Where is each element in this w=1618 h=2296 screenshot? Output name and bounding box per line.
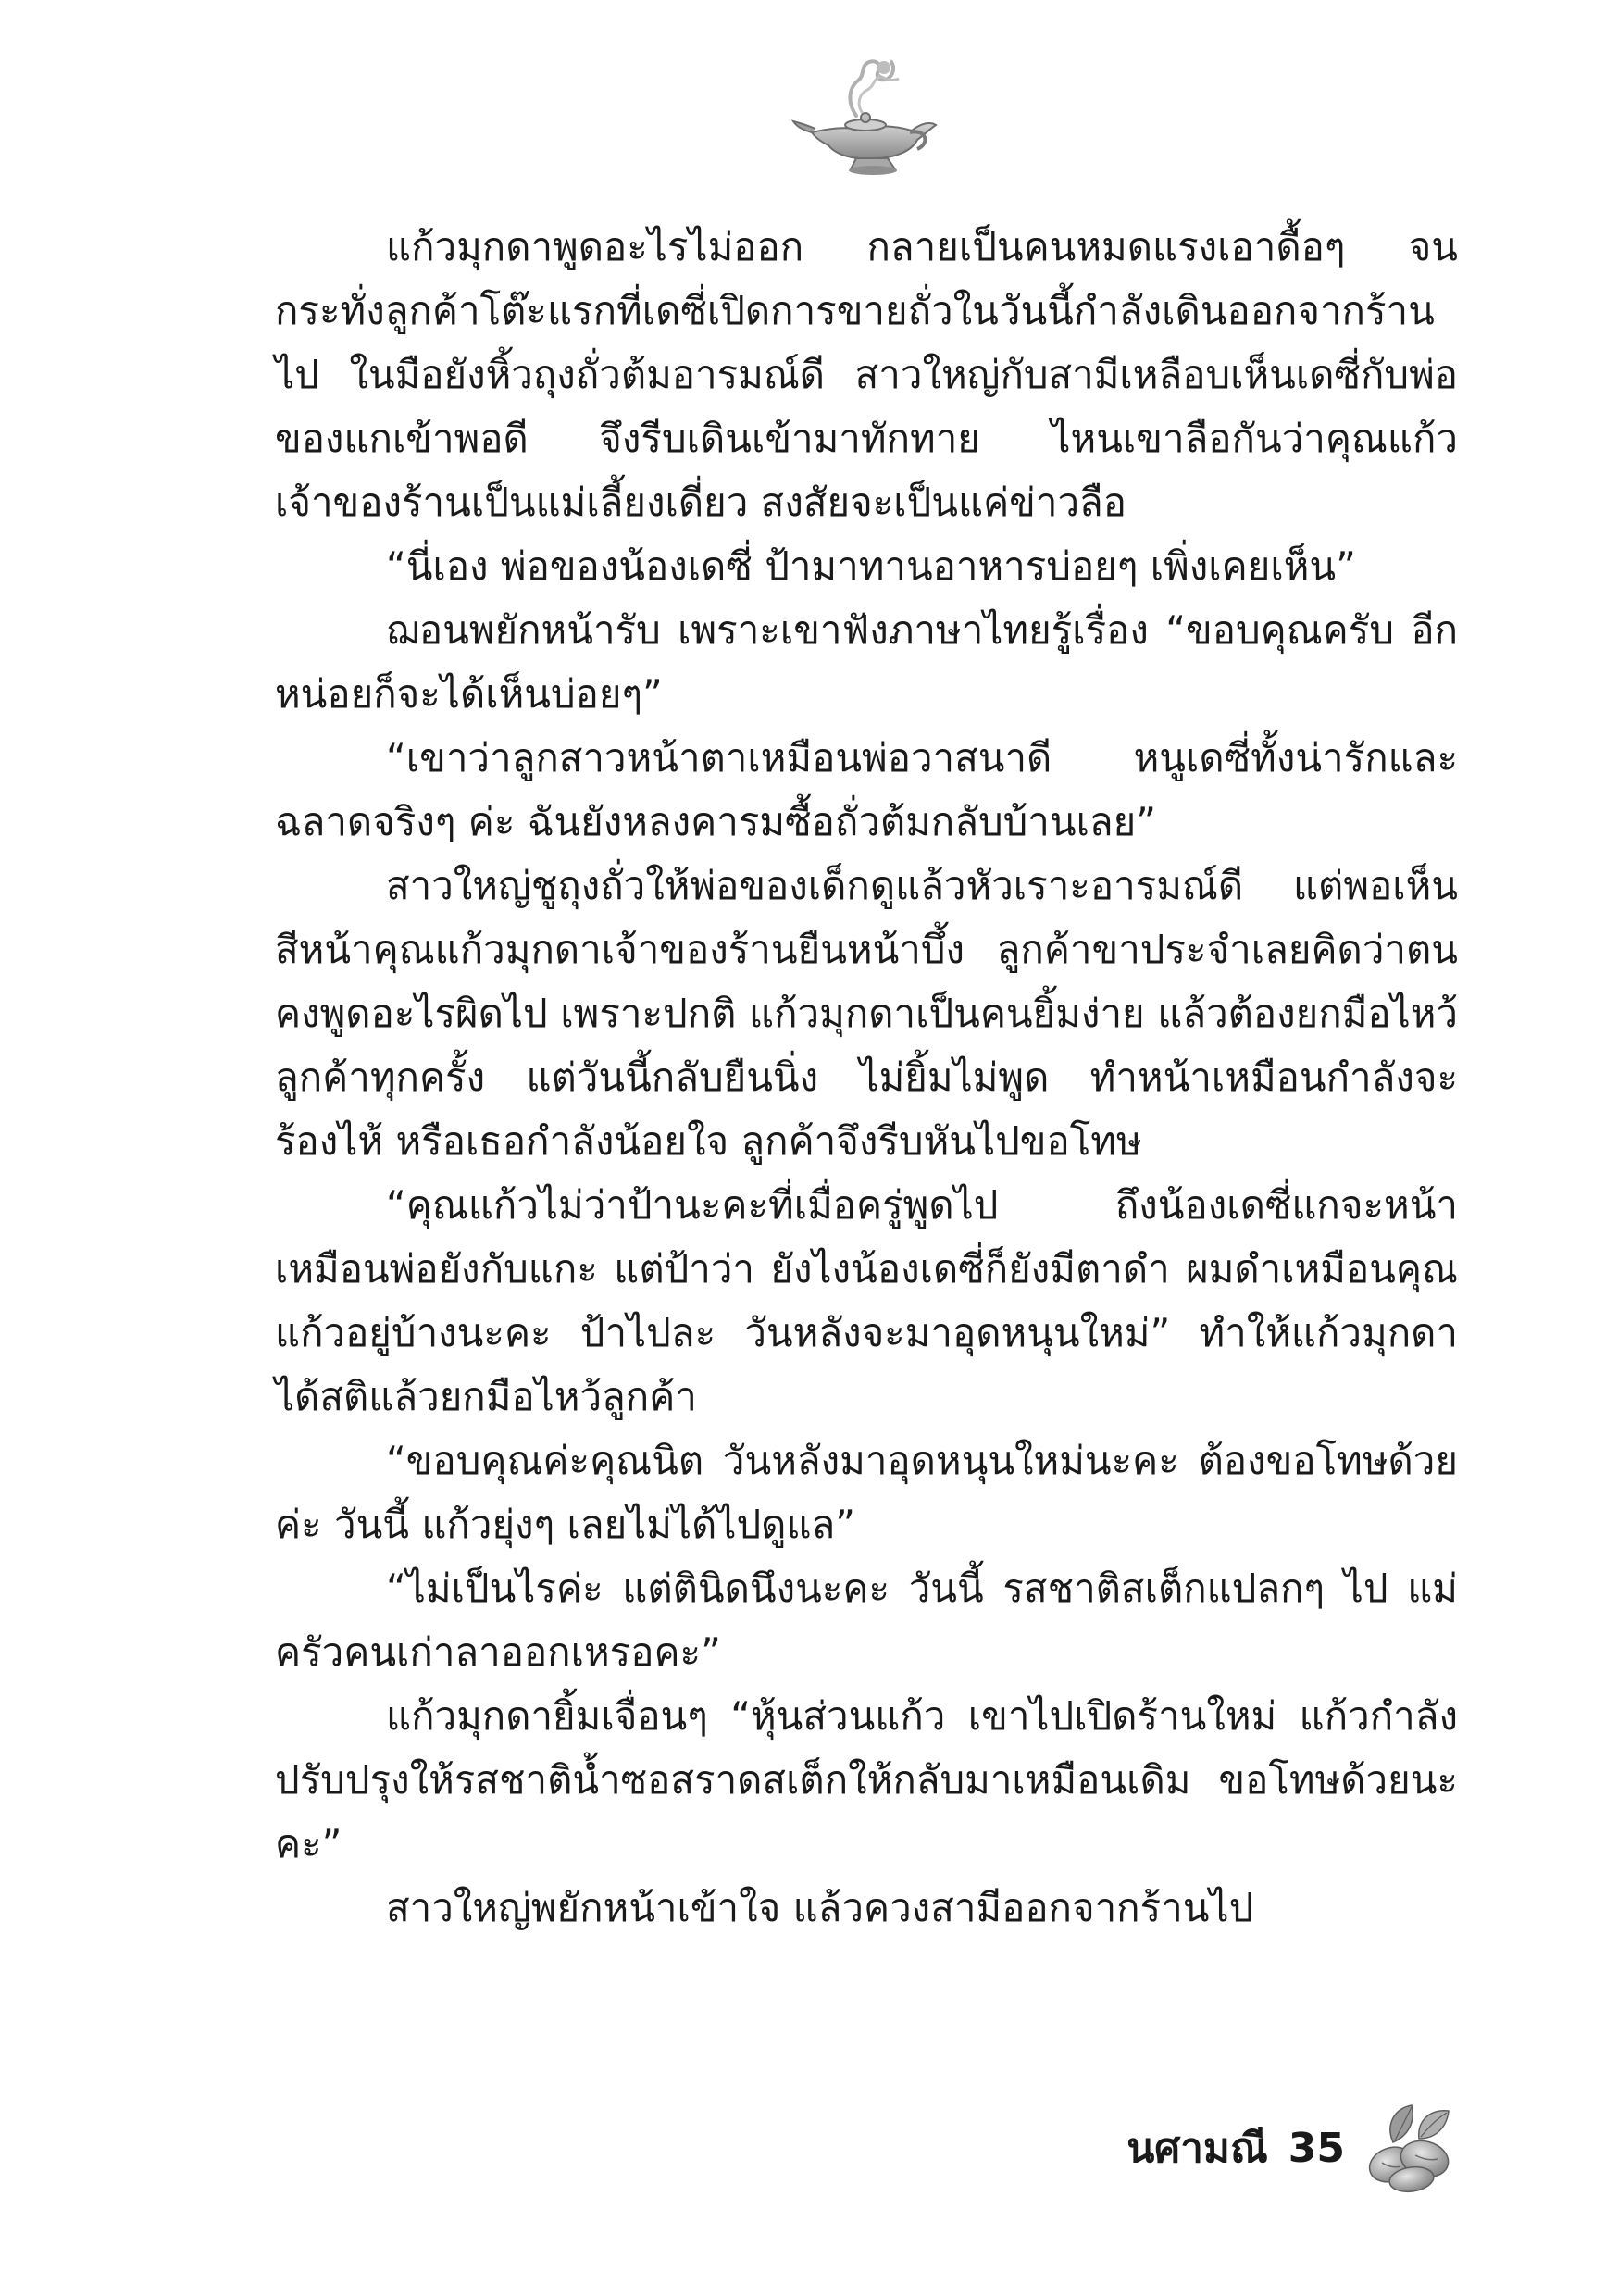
paragraph: แก้วมุกดายิ้มเจื่อนๆ “หุ้นส่วนแก้ว เขาไปเปิดร้านใหม่ แก้วกำลังปรับปรุงให้รสชาติน้ำซอสราดสเต็กให้กลับมาเหมือนเดิม ขอโทษด้วยนะคะ” [275,1693,1458,1866]
paragraph: “คุณแก้วไม่ว่าป้านะคะที่เมื่อครู่พูดไป ถึงน้องเดซี่แกจะหน้าเหมือนพ่อยังกับแกะ แต่ป้าว่า ยังไงน้องเดซี่ก็ยังมีตาดำ ผมดำเหมือนคุณแก้วอยู่บ้างนะคะ ป้าไปละ วันหลังจะมาอุดหนุนใหม่” ทำให้แก้วมุกดาได้สติแล้วยกมือไหว้ลูกค้า [275,1182,1458,1419]
page-footer [1126,2097,1462,2199]
paragraph: ฌอนพยักหน้ารับ เพราะเขาฟังภาษาไทยรู้เรื่อง “ขอบคุณครับ อีกหน่อยก็จะได้เห็นบ่อยๆ” [275,607,1458,717]
beans-icon [1365,2102,1462,2194]
paragraph: “เขาว่าลูกสาวหน้าตาเหมือนพ่อวาสนาดี หนูเดซี่ทั้งน่ารักและฉลาดจริงๆ ค่ะ ฉันยังหลงคารมซื้อถั่วต้มกลับบ้านเลย” [275,735,1458,844]
paragraph: “ขอบคุณค่ะคุณนิต วันหลังมาอุดหนุนใหม่นะคะ ต้องขอโทษด้วยค่ะ วันนี้ แก้วยุ่งๆ เลยไม่ได้ไปดูแล” [275,1438,1458,1547]
paragraph: แก้วมุกดาพูดอะไรไม่ออก กลายเป็นคนหมดแรงเอาดื้อๆ จนกระทั่งลูกค้าโต๊ะแรกที่เดซี่เปิดการขายถั่วในวันนี้กำลังเดินออกจากร้านไป ในมือยังหิ้วถุงถั่วต้มอารมณ์ดี สาวใหญ่กับสามีเหลือบเห็นเดซี่กับพ่อของแกเข้าพอดี จึงรีบเดินเข้ามาทักทาย ไหนเขาลือกันว่าคุณแก้วเจ้าของร้านเป็นแม่เลี้ยงเดี่ยว สงสัยจะเป็นแค่ข่าวลือ [275,224,1458,525]
paragraph: สาวใหญ่ชูถุงถั่วให้พ่อของเด็กดูแล้วหัวเราะอารมณ์ดี แต่พอเห็นสีหน้าคุณแก้วมุกดาเจ้าของร้านยืนหน้าบึ้ง ลูกค้าขาประจำเลยคิดว่าตนคงพูดอะไรผิดไป เพราะปกติ แก้วมุกดาเป็นคนยิ้มง่าย แล้วต้องยกมือไหว้ลูกค้าทุกครั้ง แต่วันนี้กลับยืนนิ่ง ไม่ยิ้มไม่พูด ทำหน้าเหมือนกำลังจะร้องไห้ หรือเธอกำลังน้อยใจ ลูกค้าจึงรีบหันไปขอโทษ [275,863,1458,1164]
page-number: 35 [1288,2124,1345,2172]
paragraph: สาวใหญ่พยักหน้าเข้าใจ แล้วควงสามีออกจากร้านไป [386,1885,1254,1930]
genie-lamp-icon [791,51,940,181]
paragraph: “ไม่เป็นไรค่ะ แต่ตินิดนึงนะคะ วันนี้ รสชาติสเต็กแปลกๆ ไป แม่ครัวคนเก่าลาออกเหรอคะ” [275,1566,1458,1675]
paragraph: “นี่เอง พ่อของน้องเดซี่ ป้ามาทานอาหารบ่อยๆ เพิ่งเคยเห็น” [386,543,1356,589]
story-text [275,215,1458,1940]
author-name: นศามณี [1126,2125,1268,2172]
